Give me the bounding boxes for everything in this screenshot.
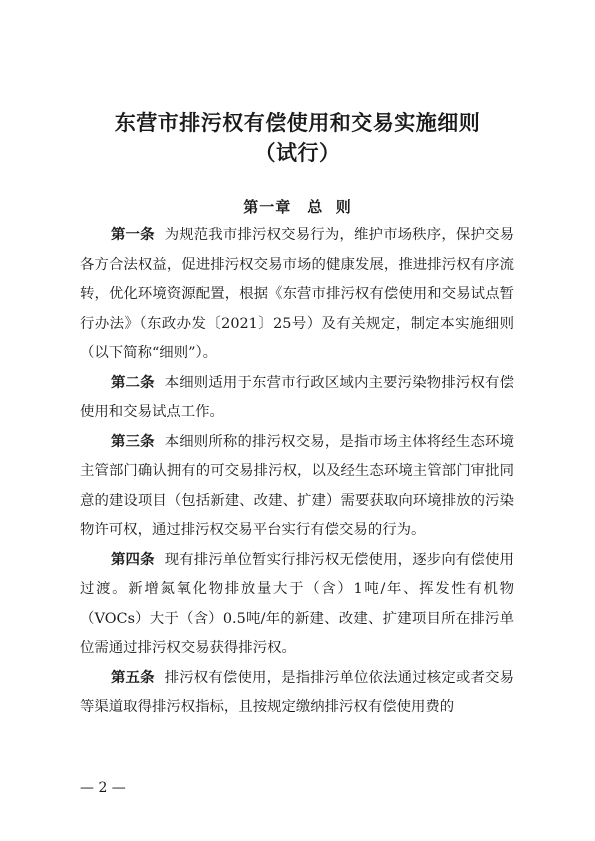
article-label: 第一条 <box>111 227 155 243</box>
document-title: 东营市排污权有偿使用和交易实施细则 <box>114 110 481 135</box>
article-paragraph <box>80 369 514 428</box>
article-label: 第二条 <box>111 374 155 391</box>
article-paragraph <box>80 428 514 546</box>
article-label: 第四条 <box>111 551 155 568</box>
document-body <box>80 221 514 723</box>
article-text: 为规范我市排污权交易行为，维护市场秩序，保护交易各方合法权益，促进排污权交易市场的健康发展，推进排污权有序流转，优化环境资源配置，根据《东营市排污权有偿使用和交易试点暂行办法》（东政办发〔2021〕25号）及有关规定，制定本实施细则（以下简称“细则”）。 <box>80 227 514 361</box>
article-paragraph <box>80 546 514 664</box>
article-label: 第五条 <box>111 669 155 686</box>
article-paragraph <box>80 221 514 369</box>
chapter-name: 总 则 <box>307 198 352 216</box>
page-number: — 2 — <box>80 780 126 796</box>
article-text: 现有排污单位暂实行排污权无偿使用，逐步向有偿使用过渡。新增氮氧化物排放量大于（含）1吨/年、挥发性有机物（VOCs）大于（含）0.5吨/年的新建、改建、扩建项目所在排污单位需通过排污权交易获得排污权。 <box>80 551 514 656</box>
article-label: 第三条 <box>111 433 155 450</box>
article-paragraph <box>80 664 514 723</box>
document-subtitle: （试行） <box>254 140 341 165</box>
article-text: 本细则适用于东营市行政区域内主要污染物排污权有偿使用和交易试点工作。 <box>80 374 514 420</box>
chapter-heading <box>0 195 595 219</box>
chapter-label: 第一章 <box>243 198 292 216</box>
article-text: 排污权有偿使用，是指排污单位依法通过核定或者交易等渠道取得排污权指标，且按规定缴纳排污权有偿使用费的 <box>80 669 514 715</box>
article-text: 本细则所称的排污权交易，是指市场主体将经生态环境主管部门确认拥有的可交易排污权，以及经生态环境主管部门审批同意的建设项目（包括新建、改建、扩建）需要获取向环境排放的污染物许可权，通过排污权交易平台实行有偿交易的行为。 <box>80 433 514 538</box>
